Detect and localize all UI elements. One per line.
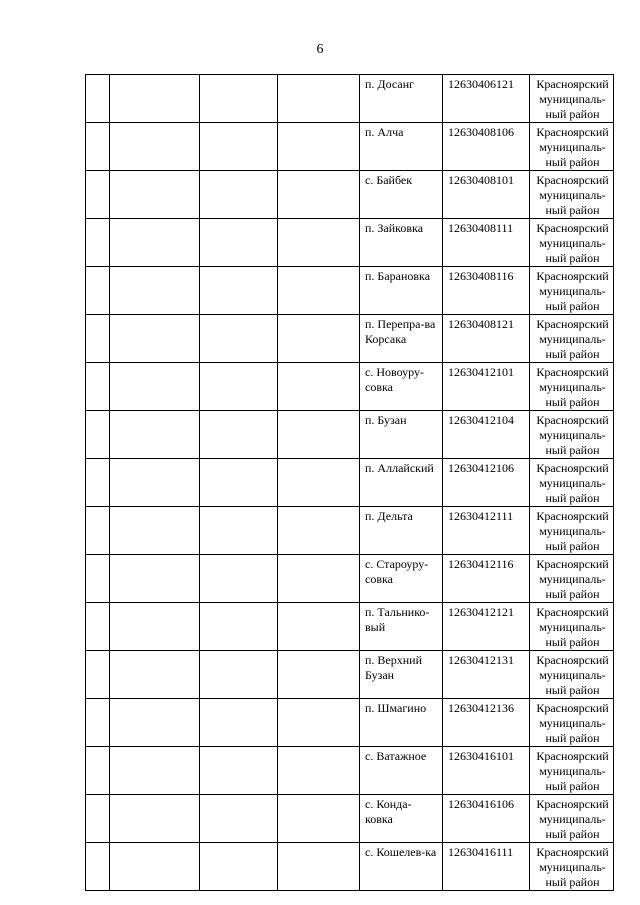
empty-cell [278,123,360,171]
empty-cell [110,459,200,507]
settlement-name-cell: п. Зайковка [360,219,443,267]
empty-cell [110,267,200,315]
empty-cell [86,747,110,795]
settlement-name-cell: п. Тальнико-вый [360,603,443,651]
oktmo-code-cell: 12630412106 [443,459,530,507]
empty-cell [278,699,360,747]
empty-cell [278,315,360,363]
oktmo-code-cell: 12630412111 [443,507,530,555]
empty-cell [278,507,360,555]
district-cell: Красноярский муниципаль-ный район [530,123,614,171]
empty-cell [86,363,110,411]
district-cell: Красноярский муниципаль-ный район [530,603,614,651]
table-row [86,75,614,123]
empty-cell [200,651,278,699]
empty-cell [200,555,278,603]
table-row [86,843,614,891]
empty-cell [200,411,278,459]
empty-cell [86,843,110,891]
district-cell: Красноярский муниципаль-ный район [530,555,614,603]
oktmo-code-cell: 12630412116 [443,555,530,603]
empty-cell [200,267,278,315]
empty-cell [200,603,278,651]
table-row [86,411,614,459]
table-row [86,267,614,315]
empty-cell [86,699,110,747]
oktmo-code-cell: 12630408116 [443,267,530,315]
empty-cell [110,315,200,363]
oktmo-code-cell: 12630412136 [443,699,530,747]
oktmo-code-cell: 12630412101 [443,363,530,411]
district-cell: Красноярский муниципаль-ный район [530,219,614,267]
settlement-name-cell: с. Ватажное [360,747,443,795]
oktmo-code-cell: 12630412131 [443,651,530,699]
empty-cell [278,843,360,891]
empty-cell [86,795,110,843]
oktmo-code-cell: 12630412121 [443,603,530,651]
district-cell: Красноярский муниципаль-ный район [530,843,614,891]
settlement-name-cell: п. Перепра-ва Корсака [360,315,443,363]
empty-cell [86,555,110,603]
oktmo-code-cell: 12630408121 [443,315,530,363]
table-row [86,315,614,363]
district-cell: Красноярский муниципаль-ный район [530,795,614,843]
district-cell: Красноярский муниципаль-ный район [530,651,614,699]
oktmo-code-cell: 12630408101 [443,171,530,219]
empty-cell [110,123,200,171]
empty-cell [278,603,360,651]
empty-cell [200,75,278,123]
empty-cell [200,171,278,219]
settlement-name-cell: п. Дельта [360,507,443,555]
district-cell: Красноярский муниципаль-ный район [530,459,614,507]
district-cell: Красноярский муниципаль-ный район [530,363,614,411]
table-row [86,795,614,843]
oktmo-code-cell: 12630416111 [443,843,530,891]
table-row [86,555,614,603]
empty-cell [278,459,360,507]
empty-cell [86,219,110,267]
oktmo-code-cell: 12630408111 [443,219,530,267]
settlement-name-cell: с. Новоуру-совка [360,363,443,411]
settlement-name-cell: с. Конда-ковка [360,795,443,843]
oktmo-code-cell: 12630416106 [443,795,530,843]
district-cell: Красноярский муниципаль-ный район [530,411,614,459]
page-number: 6 [316,42,324,57]
district-cell: Красноярский муниципаль-ный район [530,267,614,315]
settlement-name-cell: п. Верхний Бузан [360,651,443,699]
table-row [86,603,614,651]
empty-cell [200,747,278,795]
table-row [86,171,614,219]
settlement-name-cell: п. Досанг [360,75,443,123]
empty-cell [200,219,278,267]
empty-cell [278,555,360,603]
empty-cell [200,507,278,555]
empty-cell [200,699,278,747]
empty-cell [278,75,360,123]
empty-cell [110,363,200,411]
settlement-name-cell: п. Алча [360,123,443,171]
empty-cell [200,795,278,843]
empty-cell [86,507,110,555]
district-cell: Красноярский муниципаль-ный район [530,507,614,555]
table-row [86,747,614,795]
empty-cell [86,75,110,123]
empty-cell [110,795,200,843]
district-cell: Красноярский муниципаль-ный район [530,315,614,363]
empty-cell [200,123,278,171]
empty-cell [278,747,360,795]
empty-cell [200,315,278,363]
empty-cell [278,411,360,459]
empty-cell [110,75,200,123]
empty-cell [86,315,110,363]
empty-cell [86,459,110,507]
district-cell: Красноярский муниципаль-ный район [530,699,614,747]
oktmo-code-cell: 12630408106 [443,123,530,171]
empty-cell [110,603,200,651]
table-row [86,459,614,507]
table-row [86,651,614,699]
empty-cell [86,171,110,219]
empty-cell [110,555,200,603]
empty-cell [86,603,110,651]
empty-cell [110,411,200,459]
empty-cell [200,459,278,507]
empty-cell [110,843,200,891]
empty-cell [278,267,360,315]
settlement-name-cell: с. Староуру-совка [360,555,443,603]
settlement-name-cell: с. Кошелев-ка [360,843,443,891]
settlement-name-cell: п. Аллайский [360,459,443,507]
empty-cell [110,651,200,699]
empty-cell [110,699,200,747]
empty-cell [278,795,360,843]
table-row [86,123,614,171]
settlement-name-cell: п. Барановка [360,267,443,315]
district-cell: Красноярский муниципаль-ный район [530,75,614,123]
empty-cell [110,171,200,219]
table-row [86,363,614,411]
empty-cell [278,651,360,699]
table-row [86,699,614,747]
empty-cell [86,411,110,459]
empty-cell [110,219,200,267]
district-cell: Красноярский муниципаль-ный район [530,747,614,795]
oktmo-code-cell: 12630416101 [443,747,530,795]
empty-cell [200,363,278,411]
empty-cell [278,219,360,267]
oktmo-code-cell: 12630406121 [443,75,530,123]
settlement-name-cell: п. Шмагино [360,699,443,747]
table-row [86,219,614,267]
empty-cell [278,171,360,219]
settlement-name-cell: п. Бузан [360,411,443,459]
district-cell: Красноярский муниципаль-ный район [530,171,614,219]
empty-cell [200,843,278,891]
empty-cell [86,267,110,315]
empty-cell [86,651,110,699]
empty-cell [278,363,360,411]
table-body [86,75,614,891]
settlement-registry-table [85,74,614,891]
empty-cell [110,507,200,555]
settlement-name-cell: с. Байбек [360,171,443,219]
empty-cell [110,747,200,795]
table-row [86,507,614,555]
oktmo-code-cell: 12630412104 [443,411,530,459]
empty-cell [86,123,110,171]
